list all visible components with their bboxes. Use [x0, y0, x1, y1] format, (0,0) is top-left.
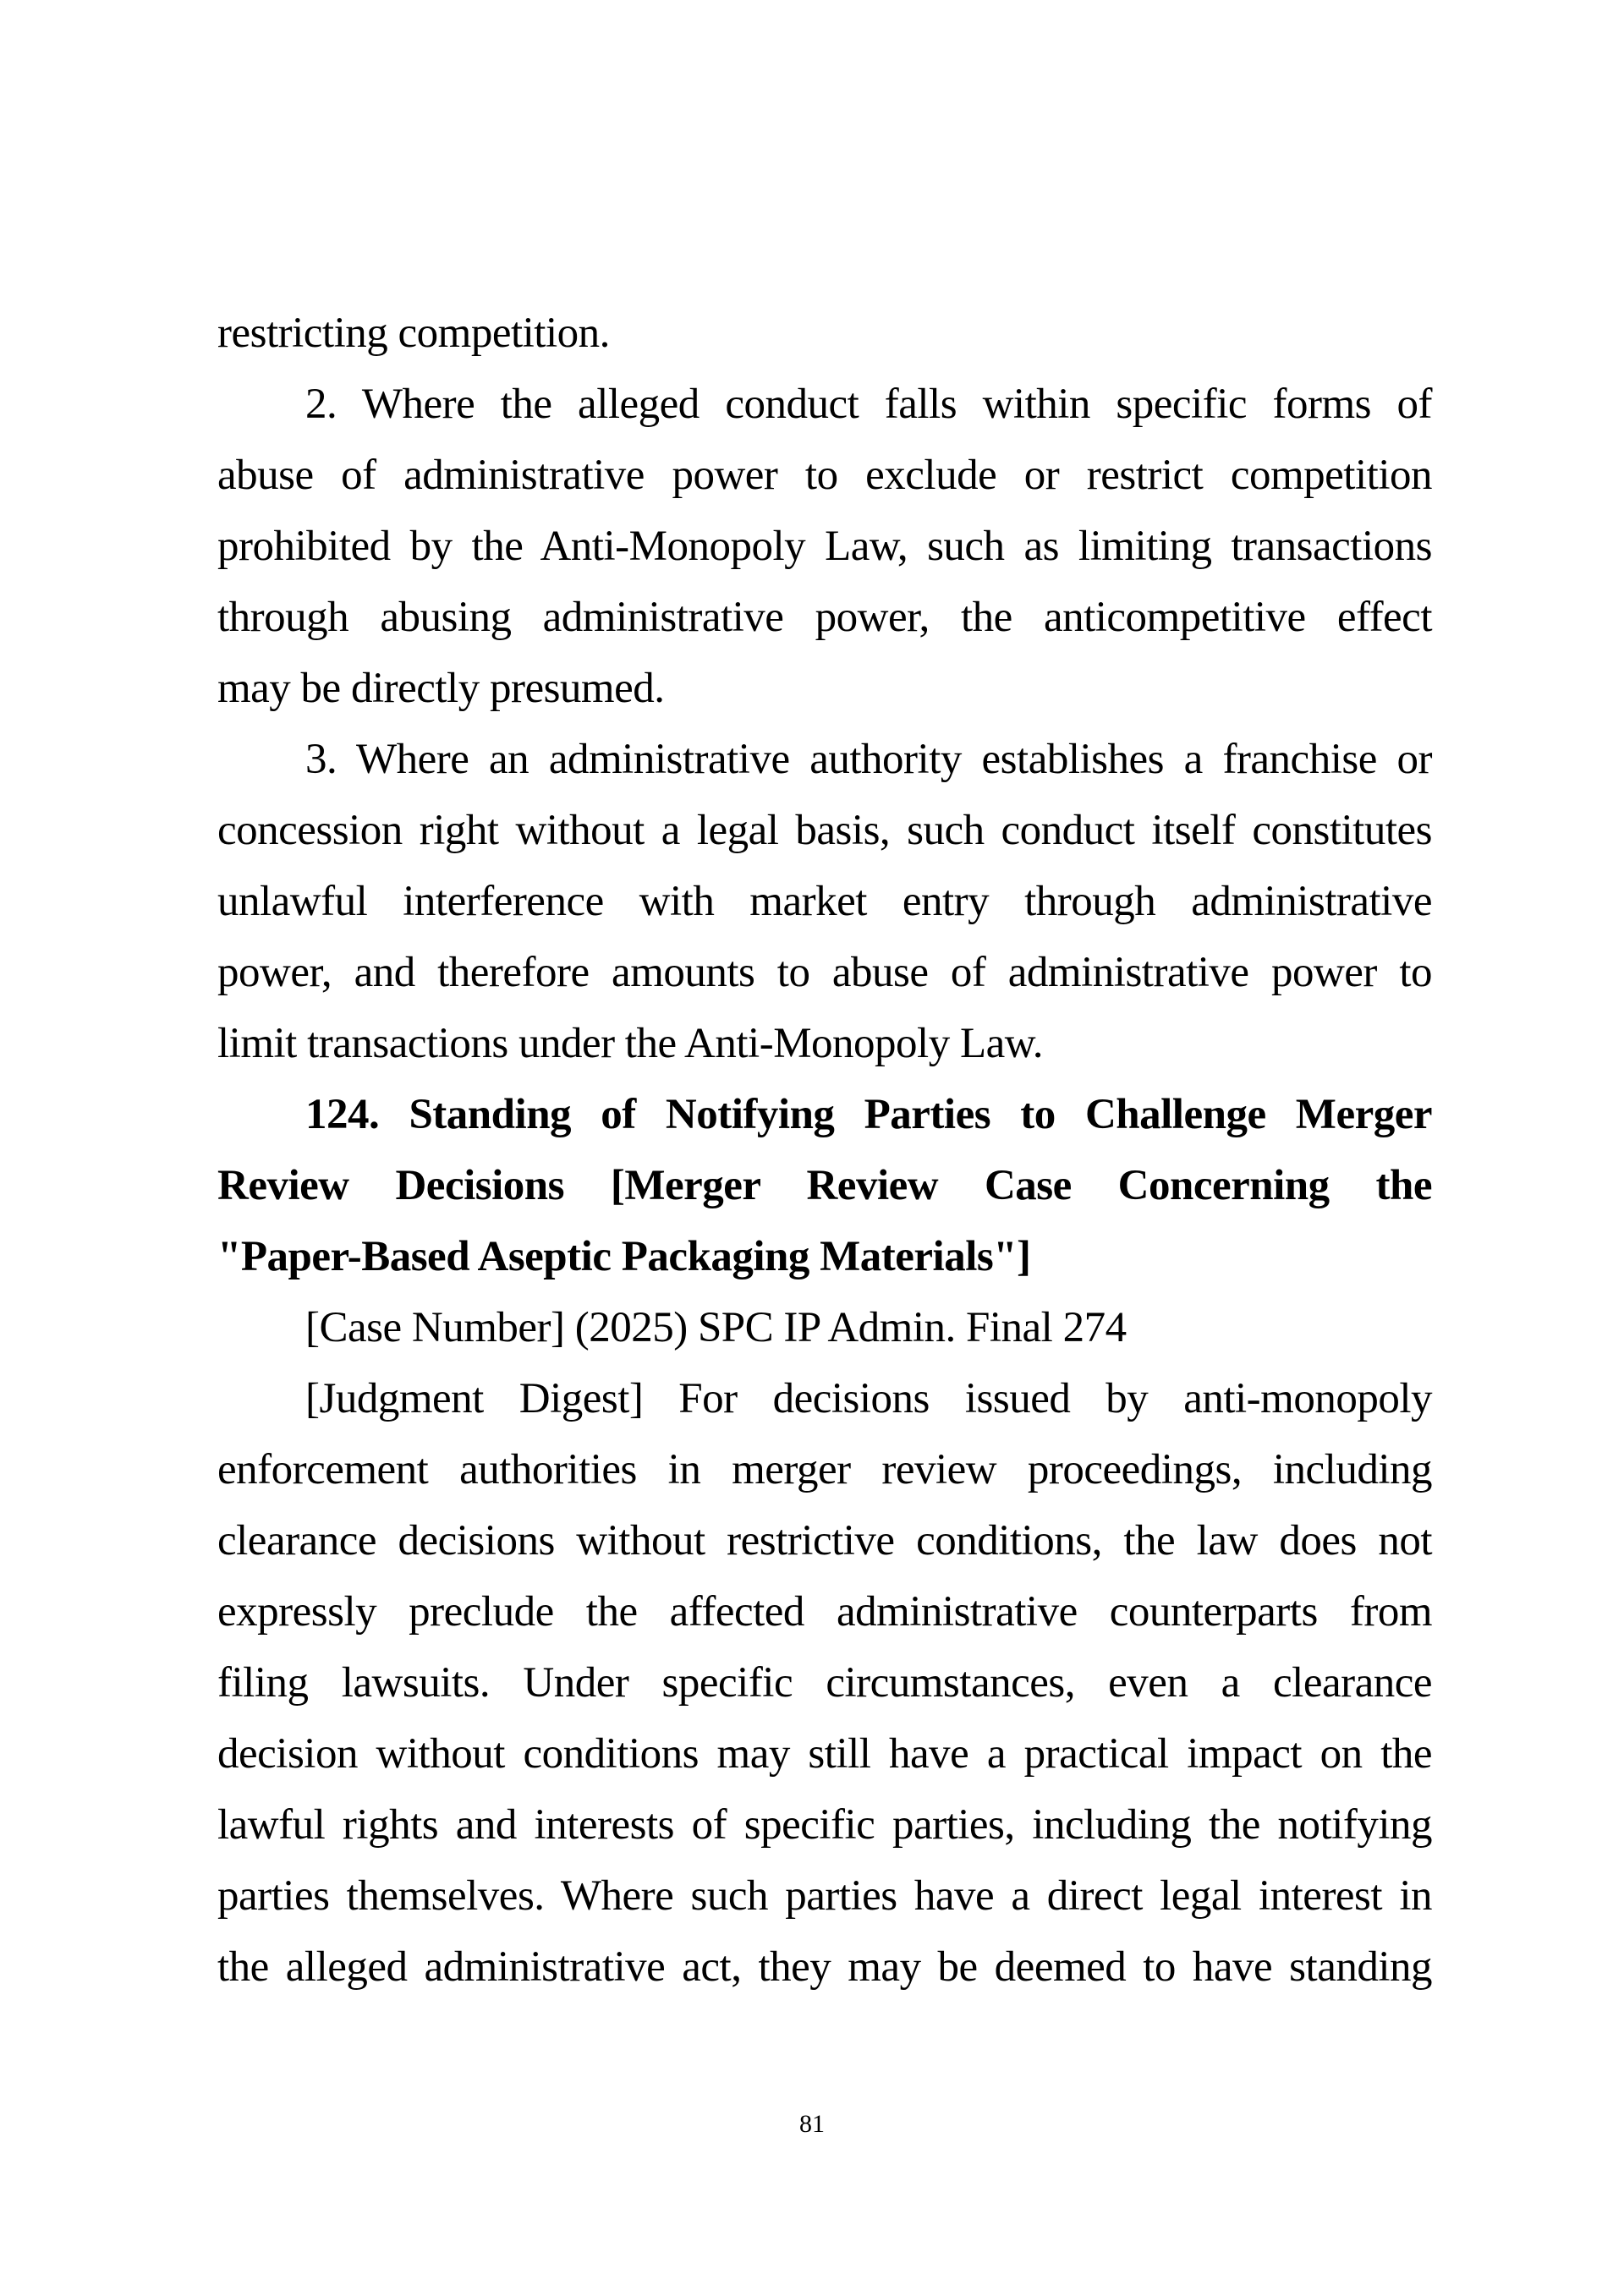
section-heading-124 — [217, 1079, 1432, 1292]
text-line: enforcement authorities in merger review proceedings, including — [217, 1446, 1432, 1493]
text-line: may be directly presumed. — [217, 665, 665, 712]
page-body — [217, 298, 1432, 2003]
text-line: power, and therefore amounts to abuse of administrative power to — [217, 949, 1432, 996]
paragraph-continuation — [217, 298, 1432, 369]
text-line: limit transactions under the Anti-Monopoly Law. — [217, 1020, 1044, 1067]
text-line: 3. Where an administrative authority establishes a franchise or — [305, 736, 1432, 783]
text-line: decision without conditions may still have a practical impact on the — [217, 1730, 1432, 1778]
text-line: 2. Where the alleged conduct falls within specific forms of — [305, 381, 1432, 428]
text-line: parties themselves. Where such parties have a direct legal interest in — [217, 1872, 1432, 1920]
text-line: lawful rights and interests of specific parties, including the notifying — [217, 1801, 1432, 1849]
text-line: the alleged administrative act, they may be deemed to have standing — [217, 1943, 1432, 1991]
case-number — [217, 1292, 1432, 1363]
text-line: restricting competition. — [217, 310, 610, 357]
text-line: [Judgment Digest] For decisions issued by anti-monopoly — [305, 1375, 1432, 1422]
heading-line: Review Decisions [Merger Review Case Concerning the — [217, 1162, 1432, 1209]
paragraph-item-2 — [217, 369, 1432, 724]
text-line: through abusing administrative power, the anticompetitive effect — [217, 594, 1432, 641]
text-line: unlawful interference with market entry through administrative — [217, 878, 1432, 925]
text-line: abuse of administrative power to exclude or restrict competition — [217, 452, 1432, 499]
text-line: filing lawsuits. Under specific circumstances, even a clearance — [217, 1659, 1432, 1707]
heading-line: "Paper-Based Aseptic Packaging Materials"] — [217, 1233, 1031, 1280]
text-line: clearance decisions without restrictive conditions, the law does not — [217, 1517, 1432, 1564]
text-line: expressly preclude the affected administrative counterparts from — [217, 1588, 1432, 1636]
text-line: concession right without a legal basis, such conduct itself constitutes — [217, 807, 1432, 854]
judgment-digest — [217, 1363, 1432, 2003]
case-number-line: [Case Number] (2025) SPC IP Admin. Final 274 — [305, 1304, 1127, 1351]
text-line: prohibited by the Anti-Monopoly Law, such as limiting transactions — [217, 523, 1432, 570]
heading-line: 124. Standing of Notifying Parties to Challenge Merger — [305, 1091, 1432, 1138]
page-number: 81 — [799, 2110, 825, 2138]
paragraph-item-3 — [217, 724, 1432, 1079]
